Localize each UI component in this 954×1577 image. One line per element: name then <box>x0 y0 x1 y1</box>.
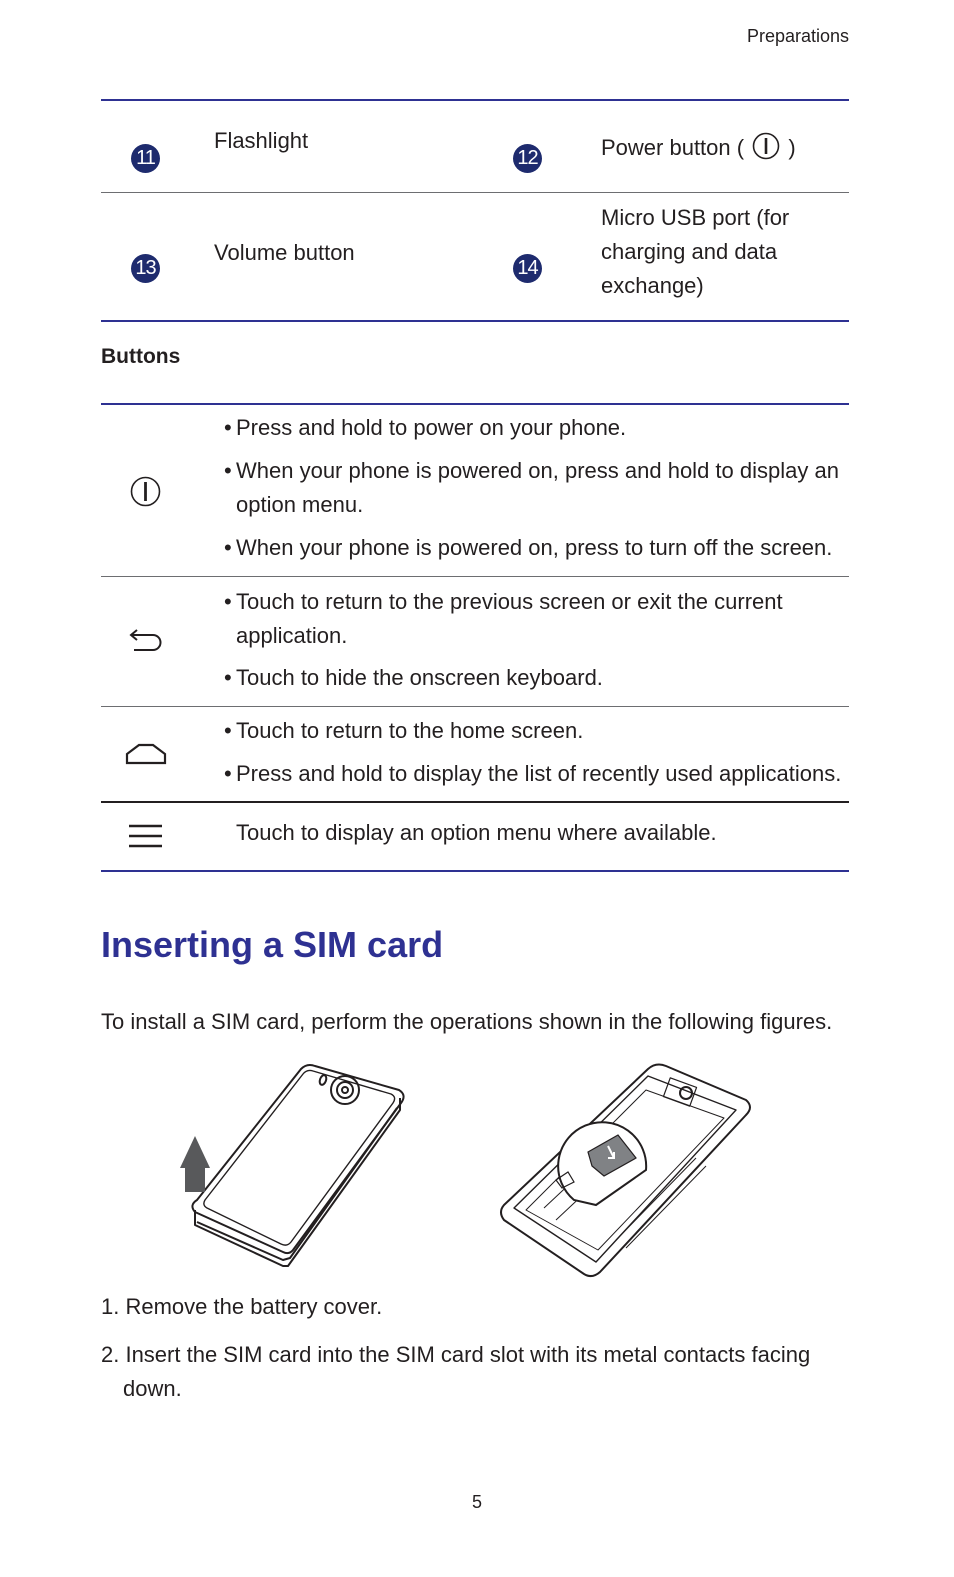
bullet-item: • Touch to hide the onscreen keyboard. <box>224 665 603 690</box>
menu-icon <box>129 824 162 848</box>
page-number: 5 <box>471 1492 482 1512</box>
table-row-rule <box>101 192 849 193</box>
running-header: Preparations <box>746 26 849 46</box>
buttons-row-rule <box>101 706 849 707</box>
home-icon <box>125 742 167 766</box>
part-number-11: 11 <box>131 144 160 173</box>
step-2: 2. Insert the SIM card into the SIM card slot with its metal contacts facing down. <box>101 1342 811 1401</box>
part-number-12: 12 <box>513 144 542 173</box>
remove-battery-cover-illustration <box>175 1060 410 1275</box>
table-top-rule <box>101 99 849 101</box>
buttons-table-top-rule <box>101 403 849 405</box>
buttons-heading: Buttons <box>101 345 181 368</box>
bullet-item: • Press and hold to display the list of recently used applications. <box>224 761 842 786</box>
power-icon <box>130 476 161 507</box>
bullet-item: • When your phone is powered on, press to turn off the screen. <box>224 535 833 560</box>
table-bottom-rule <box>101 320 849 322</box>
buttons-table-bottom-rule <box>101 870 849 872</box>
section-intro: To install a SIM card, perform the operations shown in the following figures. <box>101 1009 833 1034</box>
part-label-volume-button: Volume button <box>214 240 355 265</box>
bullet-item: • Touch to return to the home screen. <box>224 718 584 743</box>
part-label-usb-port: Micro USB port (for charging and data exchange) <box>601 205 790 298</box>
part-label-flashlight: Flashlight <box>214 128 309 153</box>
buttons-row-rule <box>101 801 849 803</box>
bullet-item: • When your phone is powered on, press and hold to display an option menu. <box>224 458 839 517</box>
part-number-13: 13 <box>131 254 160 283</box>
menu-description: Touch to display an option menu where available. <box>236 820 717 845</box>
buttons-row-rule <box>101 576 849 577</box>
step-1: 1. Remove the battery cover. <box>101 1294 383 1319</box>
section-title: Inserting a SIM card <box>101 924 444 965</box>
part-number-14: 14 <box>513 254 542 283</box>
insert-sim-card-illustration <box>496 1060 758 1282</box>
part-label-power-button: Power button ( ) <box>601 131 796 165</box>
bullet-item: • Touch to return to the previous screen or exit the current application. <box>224 589 783 648</box>
power-icon <box>752 132 780 160</box>
back-icon <box>127 628 165 654</box>
bullet-item: • Press and hold to power on your phone. <box>224 415 627 440</box>
